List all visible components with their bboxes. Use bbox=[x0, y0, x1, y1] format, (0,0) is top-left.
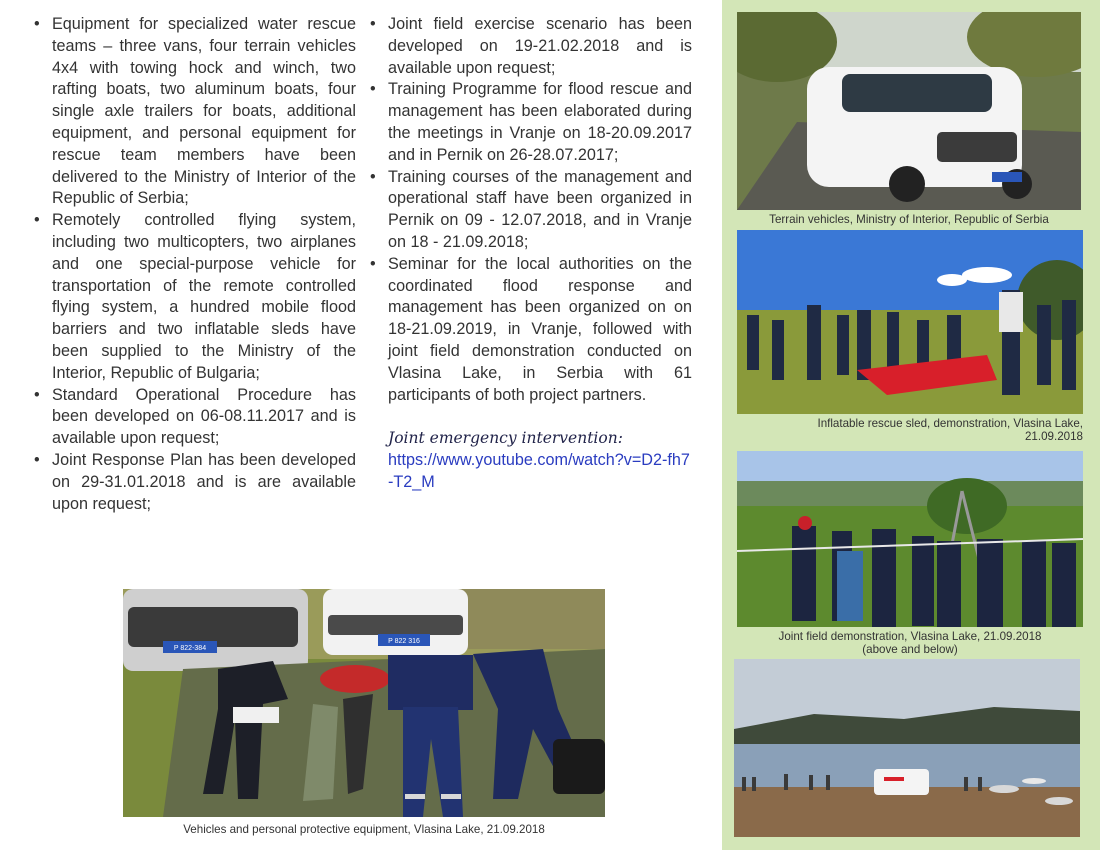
terrain-vehicles-photo bbox=[737, 12, 1081, 210]
inflatable-sled-image bbox=[737, 230, 1083, 414]
bullet-item: • Joint Response Plan has been developed on 29-31.01.2018 and is are available upon request; bbox=[30, 450, 356, 515]
caption-line: Inflatable rescue sled, demonstration, Vlasina Lake, bbox=[817, 417, 1083, 430]
equipment-photo-caption: Vehicles and personal protective equipment, Vlasina Lake, 21.09.2018 bbox=[183, 823, 545, 836]
caption-line: 21.09.2018 bbox=[1024, 430, 1083, 443]
video-link[interactable]: https://www.youtube.com/watch?v=D2-fh7-T2_M bbox=[388, 451, 690, 491]
plate-text: P 822 316 bbox=[388, 638, 420, 645]
activities-bullet-list bbox=[366, 14, 692, 406]
bullet-item: • Seminar for the local authorities on the coordinated flood response and management has been organized on on 18-21.09.2019, in Vranje, followed with joint field demonstration conducted on Vlasina Lake, in Serbia with 61 participants of both project partners. bbox=[366, 254, 692, 407]
bullet-item: • Training courses of the management and operational staff have been organized in Pernik on 09 - 12.07.2018, and in Vranje on 18 - 21.09.2018; bbox=[366, 167, 692, 254]
bullet-item: • Joint field exercise scenario has been developed on 19-21.02.2018 and is available upon request; bbox=[366, 14, 692, 79]
activities-column bbox=[366, 14, 692, 494]
equipment-bullet-list bbox=[30, 14, 356, 515]
inflatable-sled-photo bbox=[737, 230, 1083, 414]
lake-shore-image bbox=[734, 659, 1080, 837]
bullet-item: • Training Programme for flood rescue and management has been elaborated during the meetings in Vranje on 18-20.09.2017 and in Pernik on 26-28.07.2017; bbox=[366, 79, 692, 166]
caption-line: (above and below) bbox=[862, 643, 958, 656]
field-demonstration-photo bbox=[737, 451, 1083, 627]
caption-line: Joint field demonstration, Vlasina Lake, 21.09.2018 bbox=[778, 630, 1042, 643]
terrain-vehicles-image bbox=[737, 12, 1081, 210]
equipment-photo-image bbox=[123, 589, 605, 817]
inflatable-sled-caption bbox=[737, 417, 1083, 443]
video-heading: Joint emergency intervention: bbox=[388, 429, 623, 448]
field-demonstration-image bbox=[737, 451, 1083, 627]
bullet-item: • Standard Operational Procedure has been developed on 06-08.11.2017 and is available upon request; bbox=[30, 385, 356, 450]
bullet-item: • Equipment for specialized water rescue teams – three vans, four terrain vehicles 4x4 with towing hock and winch, two rafting boats, two aluminum boats, four single axle trailers for boats, additional equipment, and personal equipment for rescue team members have been delivered to the Ministry of Interior of the Republic of Serbia; bbox=[30, 14, 356, 210]
bullet-item: • Remotely controlled flying system, including two multicopters, two airplanes and one special-purpose vehicle for transportation of the remote controlled flying system, a hundred mobile flood barriers and two inflatable sleds have been supplied to the Ministry of the Interior, Republic of Bulgaria; bbox=[30, 210, 356, 384]
lake-shore-photo bbox=[734, 659, 1080, 837]
field-demonstration-caption bbox=[737, 630, 1083, 656]
equipment-photo bbox=[123, 589, 605, 817]
terrain-vehicles-caption: Terrain vehicles, Ministry of Interior, Republic of Serbia bbox=[769, 213, 1049, 226]
plate-text: P 822-384 bbox=[173, 645, 207, 652]
